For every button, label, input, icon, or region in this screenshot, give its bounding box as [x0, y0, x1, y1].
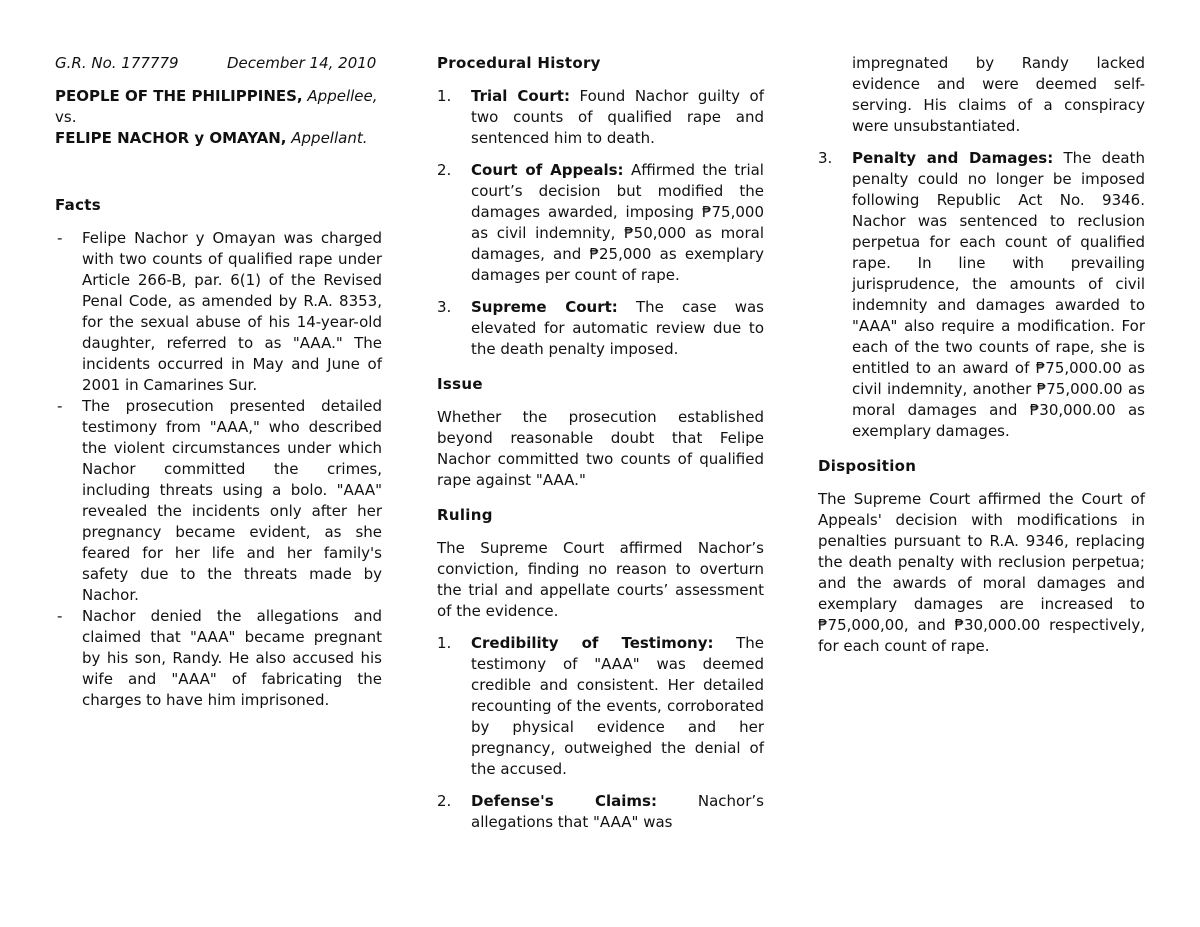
- procedural-item: [437, 86, 764, 149]
- item-number: 1.: [437, 87, 452, 105]
- item-number: 2.: [437, 792, 452, 810]
- ruling-item: [818, 148, 1145, 442]
- procedural-item: [437, 160, 764, 286]
- party-appellant: [55, 128, 382, 149]
- versus-text: vs.: [55, 108, 77, 126]
- appellee-role: Appellee,: [307, 87, 378, 105]
- item-text: Affirmed the trial court’s decision but modified the damages awarded, imposing ₱75,000 as civil indemnity, ₱50,000 as moral damages, and ₱25,000 as exemplary damages per count of rape.: [471, 161, 764, 284]
- appellant-role: Appellant.: [291, 129, 368, 147]
- item-label: Court of Appeals:: [471, 161, 624, 179]
- appellee-name: PEOPLE OF THE PHILIPPINES,: [55, 87, 303, 105]
- item-number: 1.: [437, 634, 452, 652]
- issue-heading: Issue: [437, 375, 483, 393]
- item-label: Trial Court:: [471, 87, 570, 105]
- facts-item: - Nachor denied the allegations and claimed that "AAA" became pregnant by his son, Randy. He also accused his wife and "AAA" of fabricating the charges to have him imprisoned.: [55, 606, 382, 711]
- item-number: 3.: [437, 298, 452, 316]
- ruling-item-continuation: impregnated by Randy lacked evidence and were deemed self-serving. His claims of a conspiracy were unsubstantiated.: [852, 54, 1145, 135]
- item-label: Defense's Claims:: [471, 792, 657, 810]
- column-middle: [437, 53, 764, 833]
- procedural-history-heading: Procedural History: [437, 54, 601, 72]
- ruling-list-continued: [818, 148, 1145, 442]
- facts-item: - Felipe Nachor y Omayan was charged with two counts of qualified rape under Article 266-B, par. 6(1) of the Revised Penal Code, as amended by R.A. 8353, for the sexual abuse of his 14-year-old daughter, referred to as "AAA." The incidents occurred in May and June of 2001 in Camarines Sur.: [55, 228, 382, 396]
- case-citation: [55, 53, 382, 74]
- item-text: Found Nachor guilty of two counts of qualified rape and sentenced him to death.: [471, 87, 764, 147]
- appellant-name: FELIPE NACHOR y OMAYAN,: [55, 129, 287, 147]
- disposition-text: The Supreme Court affirmed the Court of Appeals' decision with modifications in penalties pursuant to R.A. 9346, replacing the death penalty with reclusion perpetua; and the awards of moral damages and exemplary damages are increased to ₱75,000,00, and ₱30,000.00 respectively, for each count of rape.: [818, 490, 1145, 655]
- procedural-item: [437, 297, 764, 360]
- party-appellee: [55, 86, 382, 107]
- item-number: 2.: [437, 161, 452, 179]
- ruling-heading: Ruling: [437, 506, 493, 524]
- ruling-item: [437, 633, 764, 780]
- gr-number: G.R. No. 177779: [55, 54, 179, 72]
- item-label: Penalty and Damages:: [852, 149, 1054, 167]
- ruling-item: [437, 791, 764, 833]
- procedural-history-list: [437, 86, 764, 360]
- item-text: Nachor’s allegations that "AAA" was: [471, 792, 764, 831]
- column-right: [818, 53, 1145, 657]
- ruling-list: [437, 633, 764, 833]
- facts-heading: Facts: [55, 196, 101, 214]
- decision-date: December 14, 2010: [227, 54, 377, 72]
- issue-text: Whether the prosecution established beyond reasonable doubt that Felipe Nachor committed two counts of qualified rape against "AAA.": [437, 408, 764, 489]
- ruling-intro: The Supreme Court affirmed Nachor’s conviction, finding no reason to overturn the trial and appellate courts’ assessment of the evidence.: [437, 539, 764, 620]
- item-label: Supreme Court:: [471, 298, 618, 316]
- item-text: The case was elevated for automatic review due to the death penalty imposed.: [471, 298, 764, 358]
- facts-list: [55, 228, 382, 711]
- item-text: The death penalty could no longer be imposed following Republic Act No. 9346. Nachor was sentenced to reclusion perpetua for each count of qualified rape. In line with prevailing jurisprudence, the amounts of civil indemnity and damages awarded to "AAA" also require a modification. For each of the two counts of rape, she is entitled to an award of ₱75,000.00 as civil indemnity, another ₱75,000.00 as moral damages and ₱30,000.00 as exemplary damages.: [852, 149, 1145, 440]
- disposition-heading: Disposition: [818, 457, 917, 475]
- column-left: [55, 53, 382, 711]
- item-text: The testimony of "AAA" was deemed credible and consistent. Her detailed recounting of the events, corroborated by physical evidence and her pregnancy, outweighed the denial of the accused.: [471, 634, 764, 778]
- item-number: 3.: [818, 149, 833, 167]
- item-label: Credibility of Testimony:: [471, 634, 714, 652]
- facts-item: - The prosecution presented detailed testimony from "AAA," who described the violent circumstances under which Nachor committed the crimes, including threats using a bolo. "AAA" revealed the incidents only after her pregnancy became evident, as she feared for her life and her family's safety due to the threats made by Nachor.: [55, 396, 382, 606]
